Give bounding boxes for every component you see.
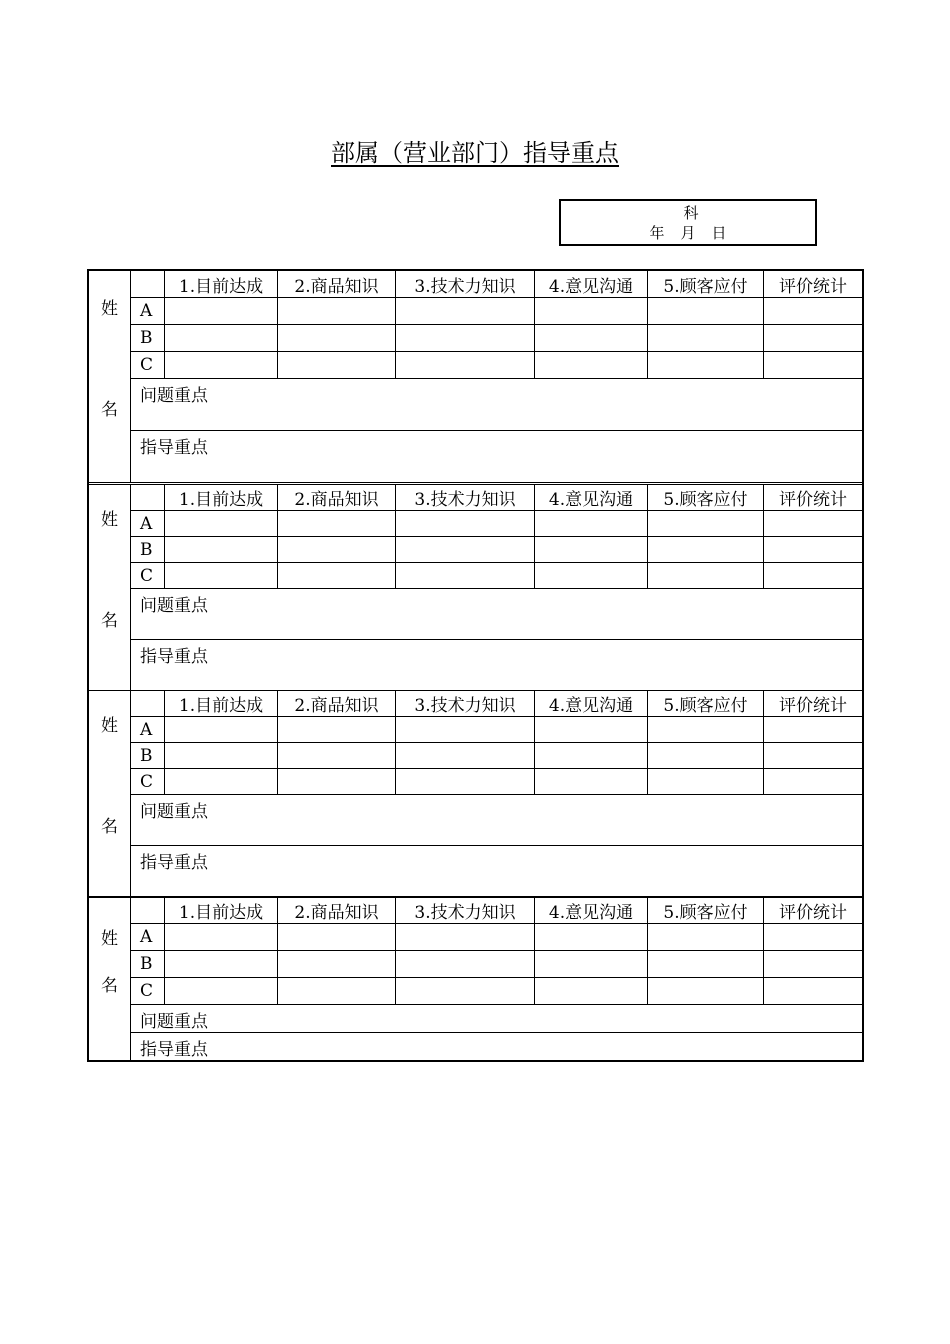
score-cell[interactable] xyxy=(165,978,278,1005)
column-header: 3.技术力知识 xyxy=(396,898,535,924)
score-cell[interactable] xyxy=(535,325,648,352)
score-cell[interactable] xyxy=(165,924,278,951)
row-label: A xyxy=(131,511,165,537)
score-cell[interactable] xyxy=(396,537,535,563)
score-cell[interactable] xyxy=(278,325,396,352)
name-char-2: 名 xyxy=(101,610,118,631)
problem-focus-cell[interactable] xyxy=(131,379,863,431)
score-cell[interactable] xyxy=(648,717,764,743)
score-cell[interactable] xyxy=(278,563,396,589)
score-cell[interactable] xyxy=(535,951,648,978)
score-cell[interactable] xyxy=(535,924,648,951)
column-header: 3.技术力知识 xyxy=(396,691,535,717)
score-cell[interactable] xyxy=(165,537,278,563)
corner-cell xyxy=(131,691,165,717)
score-cell[interactable] xyxy=(165,298,278,325)
column-header: 5.顾客应付 xyxy=(648,898,764,924)
score-cell[interactable] xyxy=(278,298,396,325)
problem-focus-label: 问题重点 xyxy=(140,596,208,616)
problem-focus-cell[interactable] xyxy=(131,1005,863,1033)
date-label: 年 月 日 xyxy=(649,224,727,242)
column-header: 3.技术力知识 xyxy=(396,271,535,298)
page-title: 部属（营业部门）指导重点 xyxy=(331,139,619,167)
score-cell[interactable] xyxy=(764,769,863,795)
score-cell[interactable] xyxy=(278,924,396,951)
score-cell[interactable] xyxy=(764,924,863,951)
name-cell[interactable] xyxy=(89,485,131,691)
score-cell[interactable] xyxy=(396,769,535,795)
score-cell[interactable] xyxy=(396,717,535,743)
score-cell[interactable] xyxy=(535,743,648,769)
score-cell[interactable] xyxy=(648,352,764,379)
score-cell[interactable] xyxy=(165,769,278,795)
name-char-2: 名 xyxy=(101,976,118,996)
column-header: 5.顾客应付 xyxy=(648,271,764,298)
score-cell[interactable] xyxy=(278,978,396,1005)
column-header: 4.意见沟通 xyxy=(535,691,648,717)
score-cell[interactable] xyxy=(648,298,764,325)
column-header: 1.目前达成 xyxy=(165,271,278,298)
guidance-focus-label: 指导重点 xyxy=(140,647,208,667)
score-cell[interactable] xyxy=(648,924,764,951)
name-char-2: 名 xyxy=(101,399,118,420)
column-header: 5.顾客应付 xyxy=(648,485,764,511)
row-label: A xyxy=(131,924,165,951)
row-label: C xyxy=(131,769,165,795)
corner-cell xyxy=(131,485,165,511)
column-header: 3.技术力知识 xyxy=(396,485,535,511)
score-cell[interactable] xyxy=(396,924,535,951)
score-cell[interactable] xyxy=(535,352,648,379)
score-cell[interactable] xyxy=(764,298,863,325)
row-label: C xyxy=(131,352,165,379)
score-cell[interactable] xyxy=(278,511,396,537)
guidance-focus-label: 指导重点 xyxy=(140,1040,208,1060)
evaluation-block xyxy=(88,690,863,897)
score-cell[interactable] xyxy=(165,951,278,978)
problem-focus-label: 问题重点 xyxy=(140,802,208,822)
score-cell[interactable] xyxy=(764,743,863,769)
score-cell[interactable] xyxy=(648,978,764,1005)
score-cell[interactable] xyxy=(648,743,764,769)
score-cell[interactable] xyxy=(278,717,396,743)
score-cell[interactable] xyxy=(396,298,535,325)
column-header: 2.商品知识 xyxy=(278,485,396,511)
score-cell[interactable] xyxy=(764,511,863,537)
guidance-focus-cell[interactable] xyxy=(131,1033,863,1061)
score-cell[interactable] xyxy=(648,563,764,589)
column-header: 2.商品知识 xyxy=(278,691,396,717)
guidance-focus-cell[interactable] xyxy=(131,846,863,897)
problem-focus-label: 问题重点 xyxy=(140,386,208,406)
column-header: 评价统计 xyxy=(764,691,863,717)
corner-cell xyxy=(131,271,165,298)
score-cell[interactable] xyxy=(764,717,863,743)
score-cell[interactable] xyxy=(764,537,863,563)
name-char-2: 名 xyxy=(101,816,118,837)
score-cell[interactable] xyxy=(648,537,764,563)
name-cell[interactable] xyxy=(89,898,131,1061)
column-header: 评价统计 xyxy=(764,898,863,924)
score-cell[interactable] xyxy=(396,743,535,769)
score-cell[interactable] xyxy=(396,978,535,1005)
evaluation-block xyxy=(88,897,863,1061)
score-cell[interactable] xyxy=(278,352,396,379)
score-cell[interactable] xyxy=(165,352,278,379)
score-cell[interactable] xyxy=(396,951,535,978)
score-cell[interactable] xyxy=(535,563,648,589)
score-cell[interactable] xyxy=(648,951,764,978)
name-char-1: 姓 xyxy=(101,298,118,319)
score-cell[interactable] xyxy=(535,717,648,743)
column-header: 2.商品知识 xyxy=(278,898,396,924)
score-cell[interactable] xyxy=(764,352,863,379)
score-cell[interactable] xyxy=(396,352,535,379)
column-header: 4.意见沟通 xyxy=(535,271,648,298)
score-cell[interactable] xyxy=(165,563,278,589)
row-label: A xyxy=(131,717,165,743)
score-cell[interactable] xyxy=(396,325,535,352)
evaluation-block xyxy=(88,270,863,483)
column-header: 1.目前达成 xyxy=(165,691,278,717)
score-cell[interactable] xyxy=(648,511,764,537)
problem-focus-cell[interactable] xyxy=(131,589,863,640)
column-header: 2.商品知识 xyxy=(278,271,396,298)
row-label: C xyxy=(131,978,165,1005)
guidance-focus-cell[interactable] xyxy=(131,431,863,483)
score-cell[interactable] xyxy=(648,325,764,352)
score-cell[interactable] xyxy=(165,511,278,537)
column-header: 1.目前达成 xyxy=(165,898,278,924)
score-cell[interactable] xyxy=(278,951,396,978)
name-char-1: 姓 xyxy=(101,715,118,736)
column-header: 评价统计 xyxy=(764,485,863,511)
score-cell[interactable] xyxy=(396,511,535,537)
column-header: 5.顾客应付 xyxy=(648,691,764,717)
score-cell[interactable] xyxy=(535,978,648,1005)
score-cell[interactable] xyxy=(535,537,648,563)
name-cell[interactable] xyxy=(89,691,131,897)
score-cell[interactable] xyxy=(278,743,396,769)
score-cell[interactable] xyxy=(535,298,648,325)
score-cell[interactable] xyxy=(535,511,648,537)
score-cell[interactable] xyxy=(165,717,278,743)
guidance-focus-label: 指导重点 xyxy=(140,438,208,458)
column-header: 1.目前达成 xyxy=(165,485,278,511)
score-cell[interactable] xyxy=(764,563,863,589)
row-label: B xyxy=(131,325,165,352)
column-header: 4.意见沟通 xyxy=(535,898,648,924)
column-header: 4.意见沟通 xyxy=(535,485,648,511)
problem-focus-label: 问题重点 xyxy=(140,1012,208,1032)
score-cell[interactable] xyxy=(764,951,863,978)
guidance-focus-label: 指导重点 xyxy=(140,853,208,873)
row-label: B xyxy=(131,743,165,769)
corner-cell xyxy=(131,898,165,924)
name-cell[interactable] xyxy=(89,271,131,483)
score-cell[interactable] xyxy=(764,978,863,1005)
score-cell[interactable] xyxy=(165,743,278,769)
row-label: B xyxy=(131,537,165,563)
name-char-1: 姓 xyxy=(101,509,118,530)
name-char-1: 姓 xyxy=(101,929,118,949)
guidance-focus-cell[interactable] xyxy=(131,640,863,691)
department-label: 科 xyxy=(683,204,699,222)
evaluation-block xyxy=(88,484,863,691)
score-cell[interactable] xyxy=(535,769,648,795)
score-cell[interactable] xyxy=(165,325,278,352)
score-cell[interactable] xyxy=(278,537,396,563)
score-cell[interactable] xyxy=(648,769,764,795)
problem-focus-cell[interactable] xyxy=(131,795,863,846)
score-cell[interactable] xyxy=(764,325,863,352)
row-label: A xyxy=(131,298,165,325)
row-label: C xyxy=(131,563,165,589)
column-header: 评价统计 xyxy=(764,271,863,298)
row-label: B xyxy=(131,951,165,978)
score-cell[interactable] xyxy=(278,769,396,795)
score-cell[interactable] xyxy=(396,563,535,589)
department-date-box xyxy=(559,199,817,246)
